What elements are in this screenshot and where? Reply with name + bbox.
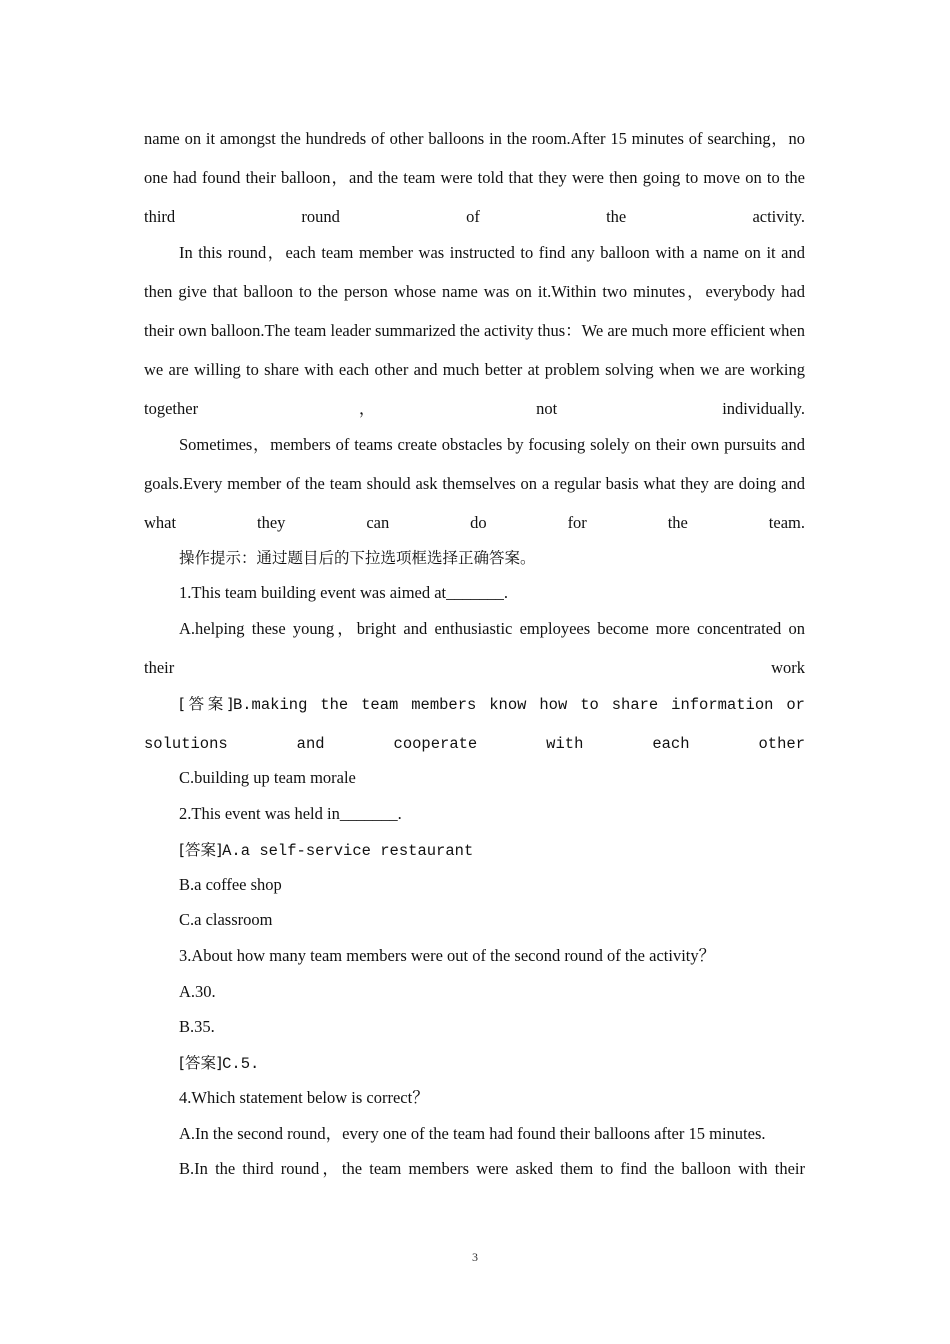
answer-text: B.making the team members know how to share information or solutions and cooperate with each other <box>144 696 805 753</box>
question-4-stem: 4.Which statement below is correct？ <box>179 1088 429 1107</box>
question-1-answer <box>144 685 805 764</box>
instruction-text: 操作提示：通过题目后的下拉选项框选择正确答案。 <box>179 549 536 567</box>
answer-text: A.a self-service restaurant <box>222 842 474 860</box>
question-1-option-c: C.building up team morale <box>179 768 356 787</box>
answer-text: C.5. <box>222 1055 260 1073</box>
answer-tag: [答案] <box>179 695 233 713</box>
page-number: 3 <box>472 1250 478 1264</box>
question-1-stem: 1.This team building event was aimed at_______. <box>179 583 509 602</box>
question-3-option-a: A.30. <box>179 982 216 1001</box>
passage-paragraph-2: In this round，each team member was instructed to find any balloon with a name on it and then give that balloon to the person whose name was on it.Within two minutes，everybody had their own balloon.The team leader summarized the activity thus：We are much more efficient when we are willing to share with each other and much better at problem solving when we are working together，not individually. <box>144 243 805 418</box>
question-2-option-b: B.a coffee shop <box>179 875 282 894</box>
passage-paragraph-3: Sometimes，members of teams create obstacles by focusing solely on their own pursuits and goals.Every member of the team should ask themselves on a regular basis what they are doing and what they can do for the team. <box>144 435 805 532</box>
question-3-option-b: B.35. <box>179 1017 215 1036</box>
question-4-option-a: A.In the second round，every one of the team had found their balloons after 15 minutes. <box>179 1124 766 1143</box>
question-3-stem: 3.About how many team members were out of the second round of the activity？ <box>179 946 716 965</box>
question-2-option-c: C.a classroom <box>179 910 273 929</box>
answer-tag: [答案] <box>179 841 223 859</box>
question-1-option-a: A.helping these young，bright and enthusiastic employees become more concentrated on their work <box>144 619 805 677</box>
passage-paragraph-1: name on it amongst the hundreds of other balloons in the room.After 15 minutes of searching，no one had found their balloon，and the team were told that they were then going to move on to the third round of the activity. <box>144 129 805 226</box>
answer-tag: [答案] <box>179 1054 223 1072</box>
question-2-stem: 2.This event was held in_______. <box>179 804 402 823</box>
question-3-answer <box>144 1052 805 1075</box>
question-4-option-b: B.In the third round，the team members were asked them to find the balloon with their <box>179 1159 805 1178</box>
question-2-answer <box>144 839 805 862</box>
